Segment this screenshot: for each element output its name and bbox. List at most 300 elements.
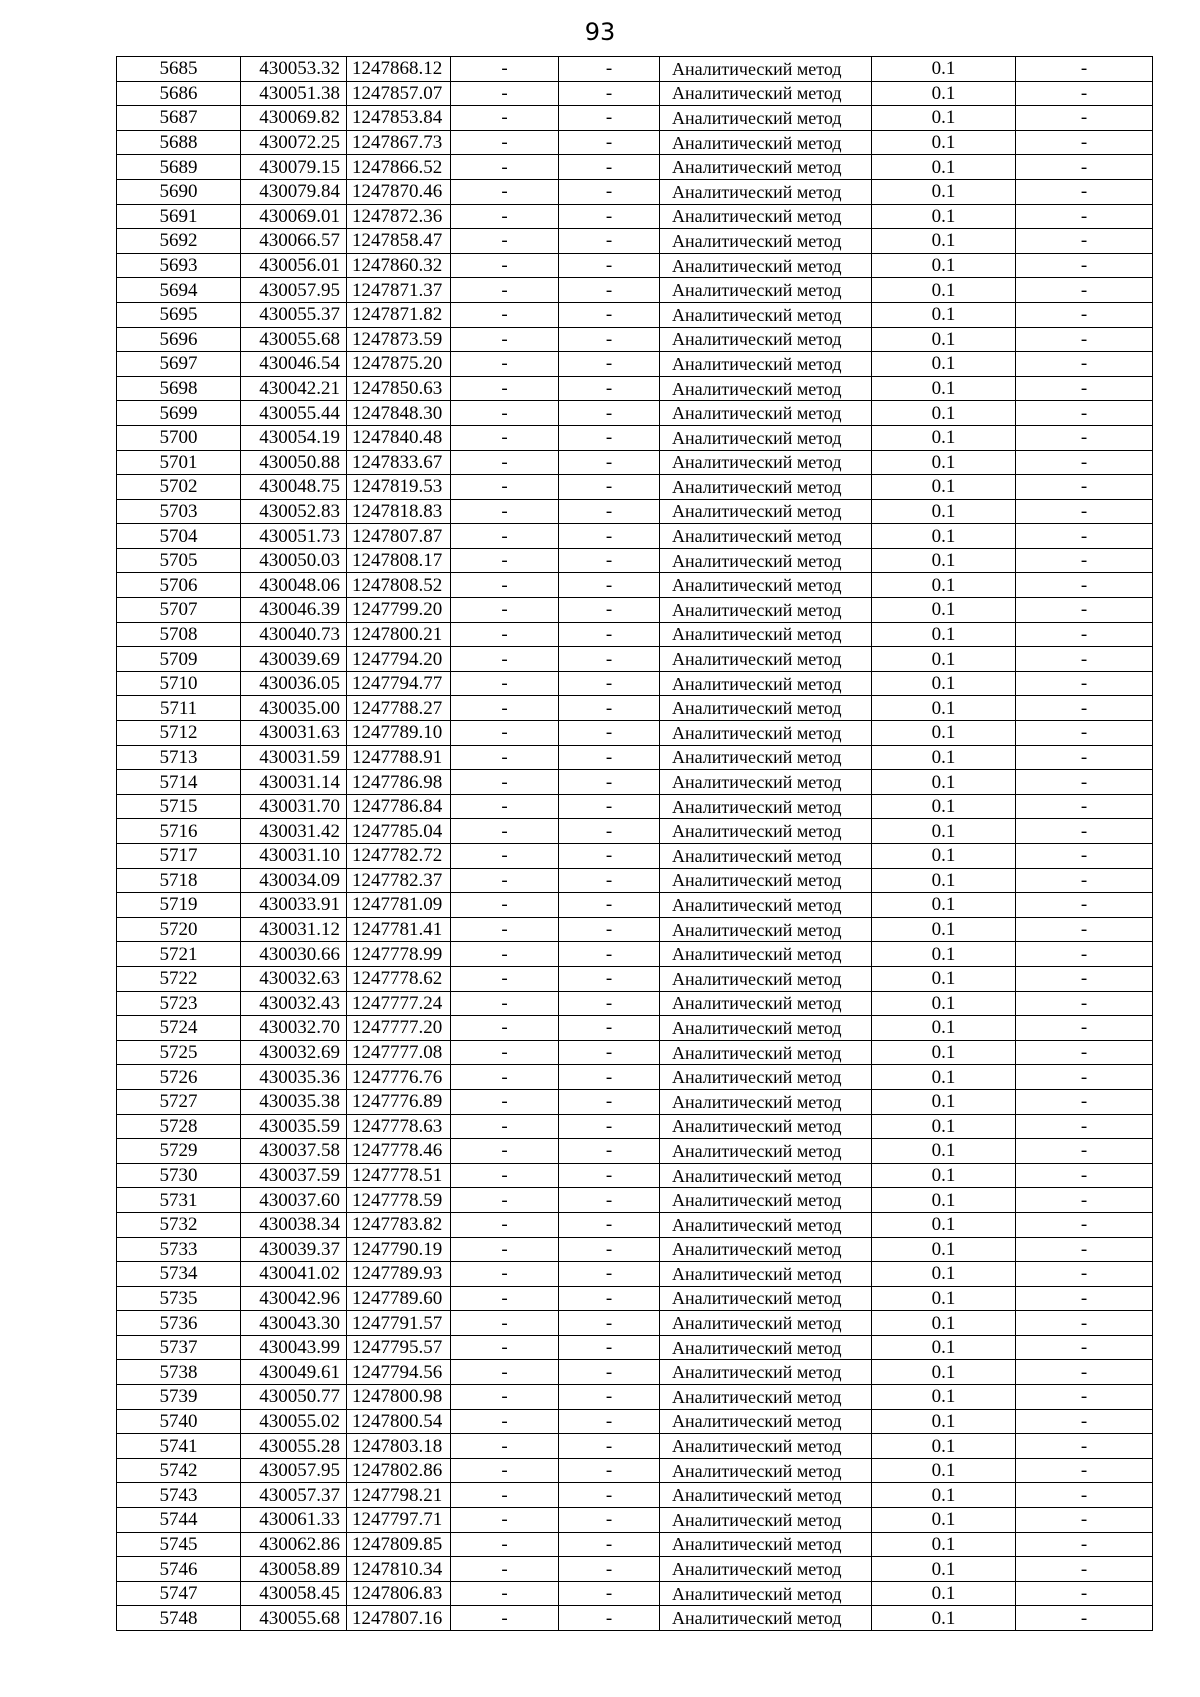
accuracy-cell: 0.1 xyxy=(872,130,1016,155)
dash-cell: - xyxy=(559,1409,660,1434)
dash-cell: - xyxy=(1016,893,1153,918)
point-number-cell: 5747 xyxy=(117,1581,241,1606)
y-coordinate-cell: 1247819.53 xyxy=(347,475,451,500)
dash-cell: - xyxy=(451,1606,559,1631)
y-coordinate-cell: 1247818.83 xyxy=(347,499,451,524)
accuracy-cell: 0.1 xyxy=(872,1557,1016,1582)
y-coordinate-cell: 1247800.98 xyxy=(347,1385,451,1410)
dash-cell: - xyxy=(1016,1065,1153,1090)
y-coordinate-cell: 1247872.36 xyxy=(347,204,451,229)
dash-cell: - xyxy=(1016,942,1153,967)
table-row xyxy=(117,622,1153,647)
method-cell: Аналитический метод xyxy=(660,401,872,426)
method-cell: Аналитический метод xyxy=(660,229,872,254)
dash-cell: - xyxy=(1016,1581,1153,1606)
accuracy-cell: 0.1 xyxy=(872,598,1016,623)
point-number-cell: 5694 xyxy=(117,278,241,303)
dash-cell: - xyxy=(559,1016,660,1041)
method-cell: Аналитический метод xyxy=(660,1458,872,1483)
dash-cell: - xyxy=(1016,1212,1153,1237)
x-coordinate-cell: 430050.77 xyxy=(241,1385,347,1410)
dash-cell: - xyxy=(559,81,660,106)
y-coordinate-cell: 1247788.27 xyxy=(347,696,451,721)
x-coordinate-cell: 430046.39 xyxy=(241,598,347,623)
table-row xyxy=(117,1335,1153,1360)
table-row xyxy=(117,1360,1153,1385)
x-coordinate-cell: 430042.21 xyxy=(241,376,347,401)
y-coordinate-cell: 1247781.09 xyxy=(347,893,451,918)
dash-cell: - xyxy=(1016,1557,1153,1582)
y-coordinate-cell: 1247850.63 xyxy=(347,376,451,401)
point-number-cell: 5732 xyxy=(117,1212,241,1237)
x-coordinate-cell: 430035.59 xyxy=(241,1114,347,1139)
y-coordinate-cell: 1247795.57 xyxy=(347,1335,451,1360)
method-cell: Аналитический метод xyxy=(660,893,872,918)
accuracy-cell: 0.1 xyxy=(872,1311,1016,1336)
dash-cell: - xyxy=(451,229,559,254)
accuracy-cell: 0.1 xyxy=(872,622,1016,647)
dash-cell: - xyxy=(1016,1606,1153,1631)
y-coordinate-cell: 1247789.10 xyxy=(347,721,451,746)
table-row xyxy=(117,1434,1153,1459)
dash-cell: - xyxy=(559,1188,660,1213)
y-coordinate-cell: 1247808.17 xyxy=(347,548,451,573)
point-number-cell: 5737 xyxy=(117,1335,241,1360)
dash-cell: - xyxy=(559,1139,660,1164)
method-cell: Аналитический метод xyxy=(660,696,872,721)
dash-cell: - xyxy=(451,376,559,401)
y-coordinate-cell: 1247800.54 xyxy=(347,1409,451,1434)
method-cell: Аналитический метод xyxy=(660,352,872,377)
y-coordinate-cell: 1247848.30 xyxy=(347,401,451,426)
dash-cell: - xyxy=(559,966,660,991)
dash-cell: - xyxy=(559,1089,660,1114)
x-coordinate-cell: 430055.02 xyxy=(241,1409,347,1434)
table-row xyxy=(117,917,1153,942)
y-coordinate-cell: 1247799.20 xyxy=(347,598,451,623)
dash-cell: - xyxy=(559,647,660,672)
method-cell: Аналитический метод xyxy=(660,794,872,819)
dash-cell: - xyxy=(1016,352,1153,377)
dash-cell: - xyxy=(1016,57,1153,82)
y-coordinate-cell: 1247776.89 xyxy=(347,1089,451,1114)
table-row xyxy=(117,844,1153,869)
method-cell: Аналитический метод xyxy=(660,1212,872,1237)
y-coordinate-cell: 1247803.18 xyxy=(347,1434,451,1459)
accuracy-cell: 0.1 xyxy=(872,548,1016,573)
dash-cell: - xyxy=(559,917,660,942)
accuracy-cell: 0.1 xyxy=(872,721,1016,746)
table-row xyxy=(117,991,1153,1016)
y-coordinate-cell: 1247809.85 xyxy=(347,1532,451,1557)
x-coordinate-cell: 430069.82 xyxy=(241,106,347,131)
method-cell: Аналитический метод xyxy=(660,499,872,524)
x-coordinate-cell: 430039.37 xyxy=(241,1237,347,1262)
dash-cell: - xyxy=(1016,401,1153,426)
dash-cell: - xyxy=(451,917,559,942)
table-row xyxy=(117,1212,1153,1237)
accuracy-cell: 0.1 xyxy=(872,376,1016,401)
dash-cell: - xyxy=(1016,991,1153,1016)
dash-cell: - xyxy=(451,647,559,672)
accuracy-cell: 0.1 xyxy=(872,745,1016,770)
dash-cell: - xyxy=(1016,81,1153,106)
dash-cell: - xyxy=(451,1089,559,1114)
accuracy-cell: 0.1 xyxy=(872,1508,1016,1533)
dash-cell: - xyxy=(559,1262,660,1287)
table-row xyxy=(117,598,1153,623)
point-number-cell: 5741 xyxy=(117,1434,241,1459)
dash-cell: - xyxy=(559,376,660,401)
dash-cell: - xyxy=(451,57,559,82)
x-coordinate-cell: 430055.37 xyxy=(241,302,347,327)
x-coordinate-cell: 430032.43 xyxy=(241,991,347,1016)
table-row xyxy=(117,1188,1153,1213)
x-coordinate-cell: 430042.96 xyxy=(241,1286,347,1311)
point-number-cell: 5740 xyxy=(117,1409,241,1434)
dash-cell: - xyxy=(1016,1040,1153,1065)
dash-cell: - xyxy=(559,598,660,623)
x-coordinate-cell: 430036.05 xyxy=(241,671,347,696)
x-coordinate-cell: 430053.32 xyxy=(241,57,347,82)
dash-cell: - xyxy=(559,1335,660,1360)
dash-cell: - xyxy=(451,425,559,450)
dash-cell: - xyxy=(559,696,660,721)
dash-cell: - xyxy=(559,499,660,524)
dash-cell: - xyxy=(559,794,660,819)
x-coordinate-cell: 430072.25 xyxy=(241,130,347,155)
method-cell: Аналитический метод xyxy=(660,1139,872,1164)
y-coordinate-cell: 1247781.41 xyxy=(347,917,451,942)
accuracy-cell: 0.1 xyxy=(872,1139,1016,1164)
dash-cell: - xyxy=(1016,278,1153,303)
method-cell: Аналитический метод xyxy=(660,1163,872,1188)
method-cell: Аналитический метод xyxy=(660,1532,872,1557)
dash-cell: - xyxy=(451,1581,559,1606)
table-row xyxy=(117,450,1153,475)
dash-cell: - xyxy=(451,1212,559,1237)
dash-cell: - xyxy=(559,401,660,426)
method-cell: Аналитический метод xyxy=(660,942,872,967)
x-coordinate-cell: 430055.68 xyxy=(241,327,347,352)
dash-cell: - xyxy=(1016,499,1153,524)
dash-cell: - xyxy=(1016,745,1153,770)
dash-cell: - xyxy=(1016,696,1153,721)
accuracy-cell: 0.1 xyxy=(872,1114,1016,1139)
table-row xyxy=(117,204,1153,229)
dash-cell: - xyxy=(1016,917,1153,942)
table-row xyxy=(117,81,1153,106)
x-coordinate-cell: 430031.42 xyxy=(241,819,347,844)
method-cell: Аналитический метод xyxy=(660,376,872,401)
dash-cell: - xyxy=(451,475,559,500)
y-coordinate-cell: 1247794.77 xyxy=(347,671,451,696)
point-number-cell: 5733 xyxy=(117,1237,241,1262)
method-cell: Аналитический метод xyxy=(660,1385,872,1410)
accuracy-cell: 0.1 xyxy=(872,868,1016,893)
x-coordinate-cell: 430033.91 xyxy=(241,893,347,918)
dash-cell: - xyxy=(451,794,559,819)
y-coordinate-cell: 1247875.20 xyxy=(347,352,451,377)
dash-cell: - xyxy=(559,1458,660,1483)
method-cell: Аналитический метод xyxy=(660,1237,872,1262)
y-coordinate-cell: 1247786.84 xyxy=(347,794,451,819)
table-body xyxy=(117,57,1153,1631)
point-number-cell: 5697 xyxy=(117,352,241,377)
x-coordinate-cell: 430055.28 xyxy=(241,1434,347,1459)
y-coordinate-cell: 1247802.86 xyxy=(347,1458,451,1483)
dash-cell: - xyxy=(451,844,559,869)
dash-cell: - xyxy=(1016,647,1153,672)
point-number-cell: 5713 xyxy=(117,745,241,770)
accuracy-cell: 0.1 xyxy=(872,524,1016,549)
table-row xyxy=(117,1040,1153,1065)
dash-cell: - xyxy=(451,1385,559,1410)
y-coordinate-cell: 1247790.19 xyxy=(347,1237,451,1262)
accuracy-cell: 0.1 xyxy=(872,155,1016,180)
dash-cell: - xyxy=(559,450,660,475)
point-number-cell: 5705 xyxy=(117,548,241,573)
accuracy-cell: 0.1 xyxy=(872,1606,1016,1631)
dash-cell: - xyxy=(451,1557,559,1582)
method-cell: Аналитический метод xyxy=(660,450,872,475)
point-number-cell: 5717 xyxy=(117,844,241,869)
dash-cell: - xyxy=(1016,1286,1153,1311)
dash-cell: - xyxy=(451,1434,559,1459)
y-coordinate-cell: 1247868.12 xyxy=(347,57,451,82)
x-coordinate-cell: 430079.84 xyxy=(241,179,347,204)
table-row xyxy=(117,253,1153,278)
accuracy-cell: 0.1 xyxy=(872,794,1016,819)
dash-cell: - xyxy=(559,253,660,278)
dash-cell: - xyxy=(451,1040,559,1065)
x-coordinate-cell: 430048.75 xyxy=(241,475,347,500)
dash-cell: - xyxy=(451,770,559,795)
dash-cell: - xyxy=(451,1139,559,1164)
point-number-cell: 5699 xyxy=(117,401,241,426)
accuracy-cell: 0.1 xyxy=(872,1409,1016,1434)
accuracy-cell: 0.1 xyxy=(872,1532,1016,1557)
dash-cell: - xyxy=(1016,671,1153,696)
point-number-cell: 5735 xyxy=(117,1286,241,1311)
x-coordinate-cell: 430031.12 xyxy=(241,917,347,942)
y-coordinate-cell: 1247871.37 xyxy=(347,278,451,303)
y-coordinate-cell: 1247833.67 xyxy=(347,450,451,475)
dash-cell: - xyxy=(1016,1114,1153,1139)
dash-cell: - xyxy=(451,573,559,598)
point-number-cell: 5696 xyxy=(117,327,241,352)
x-coordinate-cell: 430032.70 xyxy=(241,1016,347,1041)
accuracy-cell: 0.1 xyxy=(872,671,1016,696)
y-coordinate-cell: 1247866.52 xyxy=(347,155,451,180)
method-cell: Аналитический метод xyxy=(660,1188,872,1213)
dash-cell: - xyxy=(451,966,559,991)
table-row xyxy=(117,1163,1153,1188)
method-cell: Аналитический метод xyxy=(660,81,872,106)
point-number-cell: 5689 xyxy=(117,155,241,180)
dash-cell: - xyxy=(1016,868,1153,893)
accuracy-cell: 0.1 xyxy=(872,893,1016,918)
dash-cell: - xyxy=(451,327,559,352)
dash-cell: - xyxy=(451,598,559,623)
point-number-cell: 5710 xyxy=(117,671,241,696)
table-row xyxy=(117,1409,1153,1434)
method-cell: Аналитический метод xyxy=(660,671,872,696)
point-number-cell: 5731 xyxy=(117,1188,241,1213)
x-coordinate-cell: 430050.88 xyxy=(241,450,347,475)
point-number-cell: 5744 xyxy=(117,1508,241,1533)
dash-cell: - xyxy=(1016,1409,1153,1434)
method-cell: Аналитический метод xyxy=(660,425,872,450)
dash-cell: - xyxy=(1016,1508,1153,1533)
x-coordinate-cell: 430054.19 xyxy=(241,425,347,450)
point-number-cell: 5746 xyxy=(117,1557,241,1582)
x-coordinate-cell: 430055.68 xyxy=(241,1606,347,1631)
dash-cell: - xyxy=(451,179,559,204)
dash-cell: - xyxy=(559,475,660,500)
table-row xyxy=(117,1286,1153,1311)
dash-cell: - xyxy=(559,352,660,377)
table-row xyxy=(117,376,1153,401)
y-coordinate-cell: 1247777.24 xyxy=(347,991,451,1016)
dash-cell: - xyxy=(451,1458,559,1483)
table-row xyxy=(117,1458,1153,1483)
method-cell: Аналитический метод xyxy=(660,1040,872,1065)
point-number-cell: 5721 xyxy=(117,942,241,967)
accuracy-cell: 0.1 xyxy=(872,573,1016,598)
dash-cell: - xyxy=(559,1385,660,1410)
y-coordinate-cell: 1247873.59 xyxy=(347,327,451,352)
method-cell: Аналитический метод xyxy=(660,598,872,623)
point-number-cell: 5698 xyxy=(117,376,241,401)
dash-cell: - xyxy=(559,745,660,770)
point-number-cell: 5700 xyxy=(117,425,241,450)
dash-cell: - xyxy=(1016,425,1153,450)
accuracy-cell: 0.1 xyxy=(872,770,1016,795)
dash-cell: - xyxy=(1016,1532,1153,1557)
point-number-cell: 5719 xyxy=(117,893,241,918)
x-coordinate-cell: 430040.73 xyxy=(241,622,347,647)
point-number-cell: 5706 xyxy=(117,573,241,598)
dash-cell: - xyxy=(451,819,559,844)
dash-cell: - xyxy=(451,1335,559,1360)
dash-cell: - xyxy=(451,1483,559,1508)
dash-cell: - xyxy=(451,893,559,918)
dash-cell: - xyxy=(451,1016,559,1041)
y-coordinate-cell: 1247810.34 xyxy=(347,1557,451,1582)
dash-cell: - xyxy=(1016,1434,1153,1459)
accuracy-cell: 0.1 xyxy=(872,1483,1016,1508)
accuracy-cell: 0.1 xyxy=(872,425,1016,450)
accuracy-cell: 0.1 xyxy=(872,1065,1016,1090)
method-cell: Аналитический метод xyxy=(660,548,872,573)
dash-cell: - xyxy=(559,57,660,82)
table-row xyxy=(117,1139,1153,1164)
dash-cell: - xyxy=(451,106,559,131)
y-coordinate-cell: 1247789.93 xyxy=(347,1262,451,1287)
y-coordinate-cell: 1247778.63 xyxy=(347,1114,451,1139)
accuracy-cell: 0.1 xyxy=(872,1163,1016,1188)
accuracy-cell: 0.1 xyxy=(872,1286,1016,1311)
x-coordinate-cell: 430035.36 xyxy=(241,1065,347,1090)
x-coordinate-cell: 430031.14 xyxy=(241,770,347,795)
y-coordinate-cell: 1247778.59 xyxy=(347,1188,451,1213)
dash-cell: - xyxy=(559,179,660,204)
method-cell: Аналитический метод xyxy=(660,1016,872,1041)
dash-cell: - xyxy=(559,1360,660,1385)
accuracy-cell: 0.1 xyxy=(872,327,1016,352)
dash-cell: - xyxy=(559,1434,660,1459)
y-coordinate-cell: 1247858.47 xyxy=(347,229,451,254)
y-coordinate-cell: 1247807.16 xyxy=(347,1606,451,1631)
accuracy-cell: 0.1 xyxy=(872,1262,1016,1287)
method-cell: Аналитический метод xyxy=(660,524,872,549)
dash-cell: - xyxy=(451,130,559,155)
point-number-cell: 5729 xyxy=(117,1139,241,1164)
dash-cell: - xyxy=(559,893,660,918)
table-row xyxy=(117,155,1153,180)
method-cell: Аналитический метод xyxy=(660,1311,872,1336)
y-coordinate-cell: 1247778.99 xyxy=(347,942,451,967)
point-number-cell: 5687 xyxy=(117,106,241,131)
table-row xyxy=(117,1016,1153,1041)
accuracy-cell: 0.1 xyxy=(872,1040,1016,1065)
accuracy-cell: 0.1 xyxy=(872,81,1016,106)
accuracy-cell: 0.1 xyxy=(872,1360,1016,1385)
table-row xyxy=(117,647,1153,672)
x-coordinate-cell: 430049.61 xyxy=(241,1360,347,1385)
table-row xyxy=(117,548,1153,573)
table-row xyxy=(117,524,1153,549)
dash-cell: - xyxy=(451,868,559,893)
table-row xyxy=(117,302,1153,327)
dash-cell: - xyxy=(1016,204,1153,229)
x-coordinate-cell: 430035.38 xyxy=(241,1089,347,1114)
point-number-cell: 5726 xyxy=(117,1065,241,1090)
dash-cell: - xyxy=(451,1409,559,1434)
table-row xyxy=(117,1532,1153,1557)
accuracy-cell: 0.1 xyxy=(872,253,1016,278)
method-cell: Аналитический метод xyxy=(660,1508,872,1533)
accuracy-cell: 0.1 xyxy=(872,106,1016,131)
y-coordinate-cell: 1247867.73 xyxy=(347,130,451,155)
dash-cell: - xyxy=(451,1163,559,1188)
x-coordinate-cell: 430079.15 xyxy=(241,155,347,180)
method-cell: Аналитический метод xyxy=(660,1606,872,1631)
table-row xyxy=(117,966,1153,991)
point-number-cell: 5727 xyxy=(117,1089,241,1114)
method-cell: Аналитический метод xyxy=(660,130,872,155)
dash-cell: - xyxy=(451,1311,559,1336)
accuracy-cell: 0.1 xyxy=(872,57,1016,82)
table-row xyxy=(117,1237,1153,1262)
dash-cell: - xyxy=(559,770,660,795)
dash-cell: - xyxy=(451,622,559,647)
dash-cell: - xyxy=(1016,130,1153,155)
x-coordinate-cell: 430043.30 xyxy=(241,1311,347,1336)
dash-cell: - xyxy=(451,253,559,278)
table-row xyxy=(117,106,1153,131)
x-coordinate-cell: 430031.10 xyxy=(241,844,347,869)
y-coordinate-cell: 1247778.51 xyxy=(347,1163,451,1188)
dash-cell: - xyxy=(451,302,559,327)
x-coordinate-cell: 430035.00 xyxy=(241,696,347,721)
table-row xyxy=(117,1508,1153,1533)
x-coordinate-cell: 430041.02 xyxy=(241,1262,347,1287)
x-coordinate-cell: 430051.73 xyxy=(241,524,347,549)
dash-cell: - xyxy=(1016,573,1153,598)
table-row xyxy=(117,401,1153,426)
